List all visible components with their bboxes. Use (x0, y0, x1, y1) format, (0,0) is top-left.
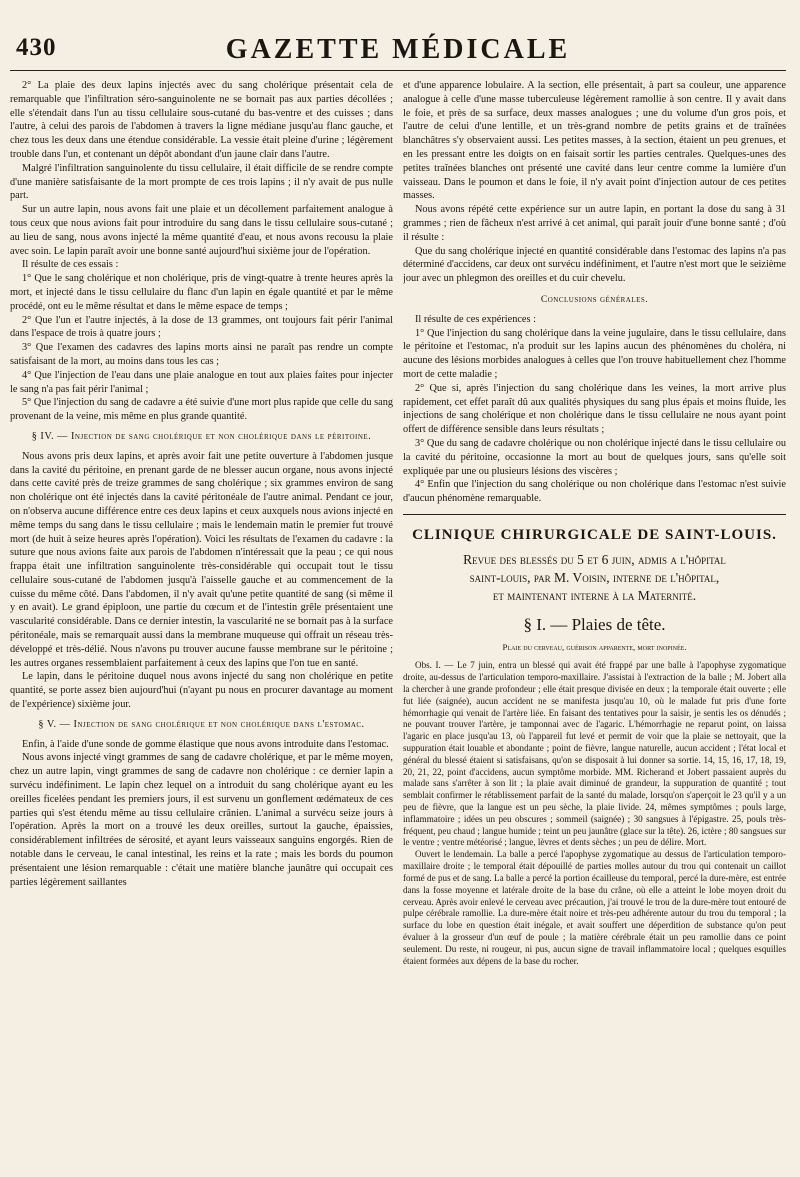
page-header (10, 0, 786, 71)
text-columns (10, 79, 786, 1169)
paragraph: Sur un autre lapin, nous avons fait une plaie et un décollement parfaitement analogue à tous ceux que nous avions fait pour introduire du sang dans le tissu cellulaire sous-cutané ; au lieu de sang, nous avons injecté la même quantité d'eau, et nous avons recousu la plaie avec soin. Le lapin paraît avoir une bonne santé aujourd'hui sixième jour de l'opération. (10, 204, 393, 257)
paragraph: 1° Que l'injection du sang cholérique dans la veine jugulaire, dans le tissu cellulaire, dans le péritoine et l'estomac, n'a produit sur les lapins aucun des phénomènes du choléra, ni aucune des lésions morbides analogues à celles que l'on trouve habituellement chez l'homme mort de cette maladie ; (403, 327, 786, 380)
paragraph: Il résulte de ces expériences : (415, 313, 536, 325)
paragraph: Nous avons injecté vingt grammes de sang de cadavre cholérique, et par le même moyen, chez un autre lapin, vingt grammes de sang de cadavre non cholérique : ce dernier lapin a survécu indéfiniment. Le lapin chez lequel on a introduit du sang cholérique ayant eu les oreilles ficelées pendant les premiers jours, il est survenu un gonflement œdémateux de ces parties qui s'est étendu même au tissu cellulaire crânien. L'animal a survécu seize jours à l'opération. Après la mort on a trouvé les deux oreilles, surtout la gauche, épaissies, considérablement infiltrées de sérosité, et ayant leurs vaisseaux sanguins engorgés. Rien de notable dans le cerveau, le canal intestinal, les reins et la rate ; mais les bords du poumon présentaient une lésion remarquable : c'était une matière blanche jaunâtre qui occupait ces parties légèrement saillantes (10, 752, 393, 888)
clinic-section-heading: § I. — Plaies de tête. (523, 614, 666, 634)
paragraph: Il résulte de ces essais : (22, 259, 119, 271)
page-number: 430 (16, 34, 57, 61)
clinic-title: CLINIQUE CHIRURGICALE DE SAINT-LOUIS. (412, 526, 777, 543)
paragraph: 2° La plaie des deux lapins injectés avec du sang cholérique présentait cela de remarquable que l'infiltration séro-sanguinolente ne se bornait pas aux parties décollées ; elle s'étendait dans l'un au tissu cellulaire sous-cutané du bas-ventre et des cuisses ; dans l'autre, à celui des parois de l'abdomen à travers la ligne médiane jusqu'au flanc gauche, et chez tous les deux dans une étendue considérable. La vessie était pleine d'urine ; légèrement trouble dans l'un, et contenant un dépôt abondant d'un jaune clair dans l'autre. (10, 80, 393, 160)
clinic-subtitle-line: Revue des blessés du 5 et 6 juin, admis a l'hôpital (463, 552, 726, 568)
paragraph: 2° Que l'un et l'autre injectés, à la dose de 13 grammes, ont toujours fait périr l'animal dans l'espace de trois à quatre jours ; (10, 314, 393, 340)
clinic-subtitle-line: et maintenant interne à la Maternité. (492, 588, 697, 604)
section-heading: § IV. — Injection de sang cholérique et non cholérique dans le péritoine. (31, 430, 372, 442)
paragraph: 4° Enfin que l'injection du sang cholérique ou non cholérique dans l'estomac n'est suivie d'aucun phénomène remarquable. (403, 479, 786, 505)
paragraph: Que du sang cholérique injecté en quantité considérable dans l'estomac des lapins n'a pas déterminé d'accidens, car deux ont survécu indéfiniment, et l'autre n'est mort que le seizième jour avec un phlegmon des oreilles et du cuir chevelu. (403, 245, 786, 285)
paragraph: Le lapin, dans le péritoine duquel nous avons injecté du sang non cholérique en petite quantité, se porte assez bien aujourd'hui (n'ayant pu nous en procurer davantage au moment de l'expérience) sixième jour. (10, 671, 393, 711)
paragraph: Malgré l'infiltration sanguinolente du tissu cellulaire, il était difficile de se rendre compte d'une manière satisfaisante de la mort prompte de ces trois lapins ; il n'y avait de pus nulle part. (10, 162, 393, 202)
paragraph: 2° Que si, après l'injection du sang cholérique dans les veines, la mort arrive plus rapidement, cet effet paraît dû aux qualités physiques du sang plus épais et moins fluide, les injections de sang cholérique et non cholérique dans le tissu cellulaire ne nous ayant point offert de différence sensible dans leurs résultats ; (403, 382, 786, 436)
left-column (10, 79, 393, 1169)
paragraph: 5° Que l'injection du sang de cadavre a été suivie d'une mort plus rapide que celle du sang provenant de la veine, mis même en plus grande quantité. (10, 397, 393, 423)
paragraph: et d'une apparence lobulaire. A la section, elle présentait, à part sa couleur, une apparence analogue à celle d'une masse tuberculeuse légèrement ramollie à son centre. Il y avait dans le foie, et près de sa surface, deux masses analogues ; une du volume d'un gros pois, et l'autre de celui d'une lentille, et un très-grand nombre de petits grains et de traînées blanchâtres s'y observaient aussi. Les petites masses, à la section, étaient un peu grenues, et en les pressant entre les doigts on en faisait sortir les parties centrales. Quelques-unes des petites traînées blanches ont présenté une cavité dans leur centre comme la lumière d'un vaisseau. Dans le poumon et dans le foie, il n'y avait point d'injection autour de ces petites masses. (403, 80, 786, 202)
right-column (403, 79, 786, 1169)
clinic-subtitle-line: saint-louis, par M. Voisin, interne de l'hôpital, (469, 570, 720, 586)
paragraph: 1° Que le sang cholérique et non cholérique, pris de vingt-quatre à trente heures après la mort, et injecté dans le tissu cellulaire du flanc d'un lapin en égale quantité et par le même procédé, ont eu le même résultat et dans le même espace de temps ; (10, 273, 393, 312)
section-heading: § V. — Injection de sang cholérique et non cholérique dans l'estomac. (38, 718, 365, 730)
clinic-case-heading: Plaie du cerveau, guérison apparente, mort inopinée. (502, 642, 687, 653)
observation-paragraph: Obs. I. — Le 7 juin, entra un blessé qui avait été frappé par une balle à l'apophyse zygomatique droite, au-dessus de l'articulation temporo-maxillaire. J'assistai à l'extraction de la balle ; M. Jobert alla la chercher à une grande profondeur ; elle était presque divisée en deux ; la temporale était ouverte ; elle fut liée (saignée), aucun accident ne se manifesta jusqu'au 10, où le malade fut pris d'une forte hémorrhagie qui venait de l'artère liée. En faisant des tentatives pour la saisir, je sentis les os dénudés ; ne pouvant trouver l'artère, je tamponnai avec de l'agaric. L'hémorrhagie ne reparut point, on laissa l'agaric en place jusqu'au 13, où l'appareil fut levé et permit de voir que la plaie se nettoyait, que la suppuration était louable et abondante ; point de fièvre, langue naturelle, aucun accident ; l'état local et général du blessé étaient si satisfaisans, qu'on se disposait à lui donner sa sortie. 14, 15, 16, 17, 18, 19, 20, 21, 22, point d'accidens, aucun symptôme morbide. MM. Richerand et Jobert passaient auprès du malade sans s'arrêter à son lit ; la plaie avait diminué de grandeur, la suppuration de quantité ; tout semblait confirmer le rétablissement parfait de la santé du malade, lorsqu'on s'aperçoit le 23 qu'il y a un peu de fièvre, que la langue est un peu sèche, la plaie livide. 24, mêmes symptômes ; pouls large, inflammatoire ; idées un peu obscures ; sommeil (saignée) ; 30 sangsues à l'épigastre. 25, pouls très-fréquent, peu chaud ; langue humide ; teint un peu jaunâtre (glace sur la tête). 26, ictère ; 80 sangsues sur le ventre ; ventre météorisé ; langue, lèvres et dents sèches ; un peu de délire. Mort. (403, 660, 786, 848)
paragraph: 3° Que l'examen des cadavres des lapins morts ainsi ne paraît pas rendre un compte satisfaisant de la mort, au moins dans tous les cas ; (10, 342, 393, 367)
section-divider (403, 514, 786, 515)
paragraph: 4° Que l'injection de l'eau dans une plaie analogue en tout aux plaies faites pour injecter le sang n'a pas fait périr l'animal ; (10, 369, 393, 395)
autopsy-paragraph: Ouvert le lendemain. La balle a percé l'apophyse zygomatique au dessus de l'articulation temporo-maxillaire droite ; le temporal était dépouillé de parties molles autour du trou qui contenait un caillot formé de pus et de sang. La balle a percé la portion écailleuse du temporal, percé la dure-mère, est entrée dans la fosse moyenne et latérale droite de la base du crâne, où elle a atteint le lobe moyen droit du cerveau. Après avoir enlevé le cerveau avec précaution, j'ai trouvé le trou de la dure-mère tout entouré de pulpe cérébrale ramollie. La dure-mère était noire et très-peu adhérente autour du trou du temporal ; la surface du lobe en question était inégale, et avait souffert une déperdition de substance qu'on peut évaluer à la grosseur d'un œuf de poule ; la matière cérébrale était un peu ramollie dans ce point seulement. Du reste, ni rougeur, ni pus, aucun signe de travail inflammatoire local ; quelques esquilles étaient formées aux dépens de la base du rocher. (403, 849, 786, 966)
conclusions-heading: Conclusions générales. (540, 293, 649, 305)
paragraph: Nous avons répété cette expérience sur un autre lapin, en portant la dose du sang à 31 grammes ; rien de fâcheux n'est arrivé à cet animal, qui paraît jouir d'une bonne santé ; d'où il résulte : (403, 204, 786, 243)
journal-title: GAZETTE MÉDICALE (225, 34, 571, 65)
paragraph: Nous avons pris deux lapins, et après avoir fait une petite ouverture à l'abdomen jusque dans la cavité du péritoine, en prenant garde de ne blesser aucun organe, nous avons injecté dans cette cavité près de treize grammes de sang cholérique ; six grammes environ de sang non cholérique ont été injectés dans la cavité péritonéale de l'autre animal. Pendant ce jour, on n'observa aucune différence entre ces deux lapins et ceux auxquels nous avions injecté en même temps du sang dans le tissu cellulaire ; mais le lendemain matin le premier fut trouvé mort (de huit à seize heures après l'opération). Voici les résultats de l'examen du cadavre : la suture que nous avions faite aux parois de l'abdomen n'intéressait que la peau ; ce qui nous frappa était une infiltration sanguinolente très-considérable qui occupait tout le tissu cellulaire sous-cutané de l'abdomen jusqu'à l'aisselle gauche et au commencement de la cuisse du même côté. Dans l'abdomen, il n'y avait qu'une petite quantité de sang (si même il y en avait). Le grand épiploon, une partie du cœcum et de l'intestin grêle présentaient une vascularité considérable. Dans ce dernier intestin, la vascularité ne se bornait pas à la surface péritonéale, mais se remarquait aussi dans la membrane muqueuse qui offrait un réseau très-développé et très-délié. Nous n'avons pu trouver aucune fausse membrane sur le péritoine ; les autres organes ressemblaient parfaitement à ceux des lapins que l'on tue en santé. (10, 450, 393, 669)
paragraph: Enfin, à l'aide d'une sonde de gomme élastique que nous avons introduite dans l'estomac. (22, 738, 389, 750)
paragraph: 3° Que du sang de cadavre cholérique ou non cholérique injecté dans le tissu cellulaire ou la cavité du péritoine, occasionne la mort au bout de quelques jours, sans qu'elle soit expliquée par une ou plusieurs lésions des viscères ; (403, 437, 786, 477)
clinic-subtitle (403, 551, 786, 606)
